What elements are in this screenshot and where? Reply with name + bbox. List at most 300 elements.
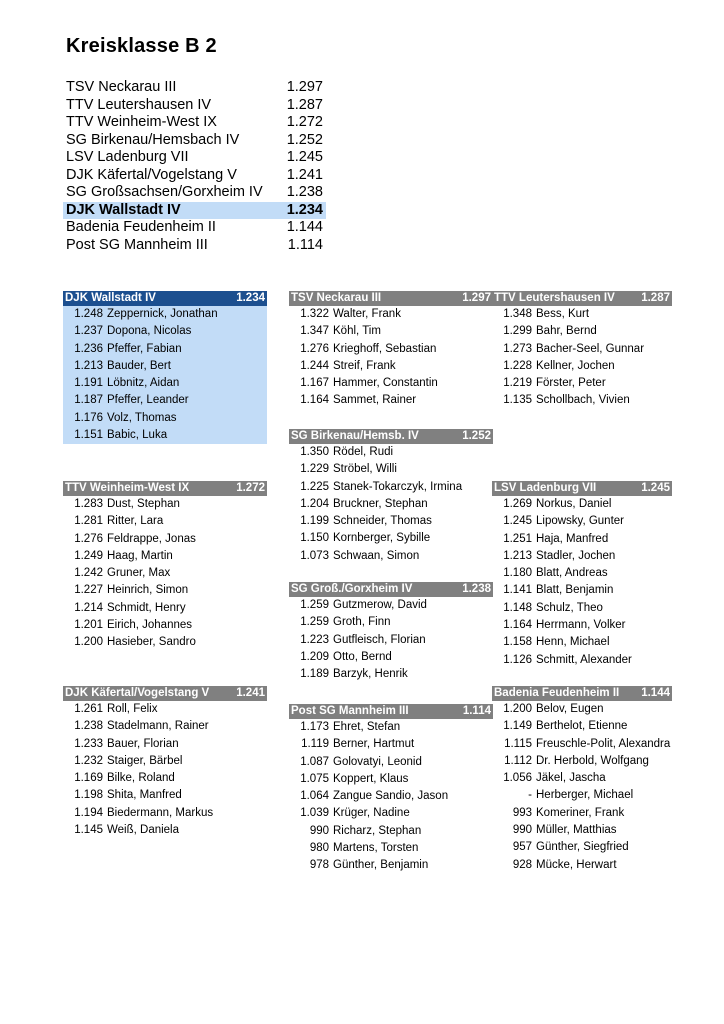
- player-row: [63, 718, 267, 735]
- player-name: Groth, Finn: [333, 616, 391, 629]
- player-rating: 1.149: [503, 720, 532, 733]
- player-name: Bruckner, Stephan: [333, 497, 428, 510]
- team-block: [289, 291, 493, 410]
- player-row: [289, 597, 493, 614]
- player-name: Gutzmerow, David: [333, 599, 427, 611]
- player-list: [289, 306, 493, 410]
- ranking-row: [63, 237, 326, 255]
- player-name: Ritter, Lara: [107, 515, 164, 528]
- player-row: [289, 754, 493, 771]
- player-rating: 1.164: [300, 394, 329, 407]
- player-name: Herberger, Michael: [536, 789, 634, 802]
- ranking-team-name: Post SG Mannheim III: [66, 236, 208, 253]
- player-name: Haag, Martin: [107, 549, 173, 562]
- player-rating: 1.225: [300, 480, 329, 493]
- player-rating: 1.176: [74, 411, 103, 424]
- player-row: [492, 496, 672, 513]
- player-name: Streif, Frank: [333, 359, 396, 372]
- player-name: Herrmann, Volker: [536, 619, 626, 632]
- player-row: [63, 392, 267, 409]
- player-row: [492, 857, 672, 874]
- player-name: Volz, Thomas: [107, 411, 177, 424]
- player-row: [63, 617, 267, 634]
- player-name: Walter, Frank: [333, 308, 401, 320]
- player-name: Dust, Stephan: [107, 498, 180, 510]
- team-block: [63, 291, 267, 444]
- player-rating: 1.145: [74, 824, 103, 837]
- player-name: Berner, Hartmut: [333, 738, 415, 751]
- team-header: [63, 481, 267, 496]
- player-rating: 1.299: [503, 325, 532, 338]
- player-list: [289, 597, 493, 683]
- player-rating: 1.112: [504, 754, 532, 767]
- player-row: [63, 701, 267, 718]
- player-row: [492, 787, 672, 804]
- player-name: Koppert, Klaus: [333, 772, 409, 785]
- player-row: [289, 530, 493, 547]
- ranking-row: [63, 79, 326, 97]
- player-name: Schollbach, Vivien: [536, 394, 630, 407]
- player-row: [289, 392, 493, 409]
- player-row: [492, 375, 672, 392]
- player-name: Otto, Bernd: [333, 650, 392, 663]
- player-rating: 1.180: [503, 567, 532, 580]
- player-name: Babic, Luka: [107, 429, 168, 442]
- ranking-team-name: TSV Neckarau III: [66, 79, 177, 95]
- player-name: Schulz, Theo: [536, 601, 603, 614]
- player-rating: 1.039: [300, 807, 329, 820]
- player-rating: 1.187: [74, 394, 103, 407]
- player-rating: 1.199: [300, 515, 329, 528]
- player-name: Kornberger, Sybille: [333, 532, 431, 545]
- ranking-row-highlighted: [63, 202, 326, 220]
- player-name: Jäkel, Jascha: [536, 772, 606, 785]
- player-row: [63, 582, 267, 599]
- player-name: Mücke, Herwart: [536, 858, 617, 871]
- player-name: Gutfleisch, Florian: [333, 633, 426, 646]
- team-block: [492, 686, 672, 874]
- player-name: Bahr, Bernd: [536, 325, 597, 338]
- ranking-team-name: SG Großsachsen/Gorxheim IV: [66, 184, 263, 200]
- player-list: [492, 496, 672, 669]
- player-rating: 1.249: [74, 549, 103, 562]
- player-row: [289, 479, 493, 496]
- player-name: Günther, Siegfried: [536, 841, 629, 854]
- player-row: [289, 666, 493, 683]
- player-row: [492, 323, 672, 340]
- player-rating: 1.126: [503, 653, 532, 666]
- player-row: [289, 736, 493, 753]
- player-rating: 1.158: [503, 636, 532, 649]
- ranking-row: [63, 114, 326, 132]
- player-rating: 1.214: [74, 601, 103, 614]
- ranking-team-value: 1.287: [286, 96, 323, 113]
- player-row: [63, 634, 267, 651]
- player-row: [289, 649, 493, 666]
- player-name: Bilke, Roland: [107, 772, 175, 785]
- player-row: [289, 513, 493, 530]
- player-rating: 1.056: [503, 772, 532, 785]
- player-rating: 1.244: [300, 359, 329, 372]
- player-row: [492, 822, 672, 839]
- player-name: Förster, Peter: [536, 377, 606, 390]
- player-row: [289, 805, 493, 822]
- player-rating: 1.248: [74, 308, 103, 320]
- team-block: [289, 429, 493, 565]
- player-rating: 1.259: [300, 616, 329, 629]
- player-name: Blatt, Andreas: [536, 567, 608, 580]
- player-name: Biedermann, Markus: [107, 806, 214, 819]
- player-name: Löbnitz, Aidan: [107, 377, 180, 390]
- player-rating: 1.347: [300, 325, 329, 338]
- player-list: [492, 306, 672, 410]
- team-name: SG Groß./Gorxheim IV: [291, 583, 413, 595]
- ranking-row: [63, 149, 326, 167]
- ranking-row: [63, 219, 326, 237]
- player-name: Pfeffer, Fabian: [107, 342, 182, 355]
- player-rating: 1.348: [503, 308, 532, 320]
- player-row: [289, 548, 493, 565]
- player-row: [492, 548, 672, 565]
- player-rating: 1.261: [74, 703, 103, 715]
- team-value: 1.297: [462, 292, 491, 304]
- player-rating: 1.075: [300, 772, 329, 785]
- player-row: [63, 787, 267, 804]
- team-value: 1.114: [462, 705, 491, 717]
- player-row: [289, 771, 493, 788]
- player-row: [492, 565, 672, 582]
- team-value: 1.241: [236, 687, 265, 699]
- player-name: Belov, Eugen: [536, 703, 604, 715]
- player-rating: 1.238: [74, 720, 103, 733]
- ranking-row: [63, 132, 326, 150]
- player-row: [289, 306, 493, 323]
- player-row: [492, 582, 672, 599]
- player-name: Blatt, Benjamin: [536, 584, 614, 597]
- player-list: [63, 496, 267, 652]
- player-rating: 1.237: [74, 325, 103, 338]
- team-header: [63, 686, 267, 701]
- player-row: [63, 736, 267, 753]
- team-header: [492, 481, 672, 496]
- player-row: [492, 531, 672, 548]
- player-rating: 1.213: [503, 549, 532, 562]
- player-rating: 1.276: [300, 342, 329, 355]
- player-name: Bess, Kurt: [536, 308, 590, 320]
- player-rating: 1.242: [74, 567, 103, 580]
- player-rating: 978: [309, 859, 329, 872]
- player-rating: 1.151: [74, 429, 103, 442]
- team-name: LSV Ladenburg VII: [494, 482, 597, 494]
- player-rating: 1.194: [74, 806, 103, 819]
- player-row: [289, 341, 493, 358]
- player-row: [63, 375, 267, 392]
- player-rating: 1.251: [503, 532, 532, 545]
- ranking-team-value: 1.234: [286, 201, 323, 218]
- ranking-team-value: 1.144: [286, 219, 323, 235]
- player-name: Schmidt, Henry: [107, 601, 186, 614]
- player-name: Dopona, Nicolas: [107, 325, 192, 338]
- player-rating: 1.322: [300, 308, 329, 320]
- player-name: Richarz, Stephan: [333, 824, 422, 837]
- player-row: [492, 617, 672, 634]
- player-row: [63, 805, 267, 822]
- player-row: [492, 392, 672, 409]
- player-list: [63, 306, 267, 444]
- player-row: [492, 718, 672, 735]
- player-list: [63, 701, 267, 839]
- player-name: Schmitt, Alexander: [536, 653, 632, 666]
- ranking-team-value: 1.114: [287, 236, 323, 253]
- player-name: Norkus, Daniel: [536, 498, 612, 510]
- player-name: Pfeffer, Leander: [107, 394, 189, 407]
- player-rating: 1.064: [300, 790, 329, 803]
- team-block: [289, 582, 493, 683]
- player-row: [492, 736, 672, 753]
- player-rating: 1.227: [74, 584, 103, 597]
- team-value: 1.234: [236, 292, 265, 304]
- player-rating: 1.167: [300, 377, 329, 390]
- player-row: [289, 614, 493, 631]
- ranking-team-name: DJK Käfertal/Vogelstang V: [66, 166, 237, 183]
- player-name: Shita, Manfred: [107, 789, 182, 802]
- ranking-team-value: 1.238: [286, 184, 323, 200]
- player-row: [492, 839, 672, 856]
- team-name: Badenia Feudenheim II: [494, 687, 620, 699]
- player-name: Stadler, Jochen: [536, 549, 616, 562]
- player-name: Henn, Michael: [536, 636, 610, 649]
- player-row: [63, 770, 267, 787]
- player-row: [63, 565, 267, 582]
- player-rating: 1.200: [74, 636, 103, 649]
- player-rating: 980: [309, 842, 329, 855]
- ranking-team-value: 1.272: [286, 114, 323, 130]
- player-rating: 1.200: [503, 703, 532, 715]
- player-name: Staiger, Bärbel: [107, 754, 183, 767]
- player-name: Komeriner, Frank: [536, 806, 625, 819]
- player-name: Eirich, Johannes: [107, 619, 193, 632]
- ranking-row: [63, 97, 326, 115]
- player-rating: 1.115: [504, 737, 532, 750]
- player-row: [289, 358, 493, 375]
- player-rating: 1.213: [74, 359, 103, 372]
- player-name: Kellner, Jochen: [536, 359, 615, 372]
- player-rating: 1.204: [300, 497, 329, 510]
- player-rating: 1.148: [503, 601, 532, 614]
- player-rating: 1.232: [74, 754, 103, 767]
- player-rating: 957: [512, 841, 532, 854]
- player-rating: 1.073: [300, 549, 329, 562]
- player-row: [492, 358, 672, 375]
- player-name: Köhl, Tim: [333, 325, 381, 338]
- ranking-team-value: 1.245: [286, 149, 323, 165]
- player-row: [63, 496, 267, 513]
- player-name: Feldrappe, Jonas: [107, 532, 196, 545]
- player-row: [492, 600, 672, 617]
- team-header: [289, 291, 493, 306]
- team-value: 1.272: [236, 482, 265, 494]
- player-rating: 1.269: [503, 498, 532, 510]
- player-rating: 1.119: [301, 738, 329, 751]
- player-row: [63, 306, 267, 323]
- team-value: 1.245: [641, 482, 670, 494]
- player-rating: 993: [512, 806, 532, 819]
- team-value: 1.238: [462, 583, 491, 595]
- team-block: [492, 481, 672, 669]
- player-name: Zangue Sandio, Jason: [333, 790, 449, 803]
- player-row: [492, 634, 672, 651]
- team-block: [63, 686, 267, 839]
- player-rating: 1.259: [300, 599, 329, 611]
- player-name: Müller, Matthias: [536, 824, 617, 837]
- player-rating: 1.150: [300, 532, 329, 545]
- page-title: Kreisklasse B 2: [66, 35, 217, 57]
- player-row: [289, 788, 493, 805]
- player-name: Roll, Felix: [107, 703, 158, 715]
- player-name: Bacher-Seel, Gunnar: [536, 342, 645, 355]
- player-row: [63, 410, 267, 427]
- player-rating: 1.141: [503, 584, 532, 597]
- player-rating: 1.236: [74, 342, 103, 355]
- player-row: [492, 701, 672, 718]
- player-name: Martens, Torsten: [333, 842, 419, 855]
- ranking-team-name: LSV Ladenburg VII: [66, 149, 189, 165]
- player-name: Zeppernick, Jonathan: [107, 308, 218, 320]
- ranking-team-name: Badenia Feudenheim II: [66, 219, 216, 235]
- player-row: [63, 753, 267, 770]
- player-rating: 928: [512, 858, 532, 871]
- player-row: [289, 840, 493, 857]
- team-block: [63, 481, 267, 652]
- player-row: [63, 548, 267, 565]
- player-rating: 1.189: [300, 668, 329, 681]
- player-row: [63, 822, 267, 839]
- team-block: [492, 291, 672, 410]
- player-rating: 1.273: [503, 342, 532, 355]
- player-name: Krieghoff, Sebastian: [333, 342, 437, 355]
- player-row: [492, 341, 672, 358]
- player-name: Hasieber, Sandro: [107, 636, 196, 649]
- player-name: Barzyk, Henrik: [333, 668, 408, 681]
- player-name: Krüger, Nadine: [333, 807, 410, 820]
- player-row: [289, 444, 493, 461]
- team-header: [63, 291, 267, 306]
- player-name: Haja, Manfred: [536, 532, 609, 545]
- ranking-team-value: 1.297: [286, 79, 323, 95]
- player-row: [63, 427, 267, 444]
- player-row: [63, 341, 267, 358]
- player-rating: 1.281: [74, 515, 103, 528]
- team-header: [492, 686, 672, 701]
- player-row: [492, 805, 672, 822]
- player-rating: 1.191: [74, 377, 103, 390]
- player-name: Ströbel, Willi: [333, 463, 397, 476]
- ranking-team-name: TTV Weinheim-West IX: [66, 114, 217, 130]
- player-name: Weiß, Daniela: [107, 824, 180, 837]
- ranking-team-name: SG Birkenau/Hemsbach IV: [66, 131, 240, 148]
- team-name: TTV Leutershausen IV: [494, 292, 615, 304]
- player-name: Stanek-Tokarczyk, Irmina: [333, 480, 463, 493]
- player-row: [289, 719, 493, 736]
- player-rating: 1.209: [300, 650, 329, 663]
- ranking-team-name: DJK Wallstadt IV: [66, 201, 181, 218]
- player-name: Günther, Benjamin: [333, 859, 429, 872]
- player-row: [289, 461, 493, 478]
- team-name: TTV Weinheim-West IX: [65, 482, 190, 494]
- player-row: [289, 496, 493, 513]
- player-name: Bauder, Bert: [107, 359, 171, 372]
- team-header: [492, 291, 672, 306]
- player-rating: 990: [512, 824, 532, 837]
- player-name: Golovatyi, Leonid: [333, 755, 422, 768]
- player-name: Heinrich, Simon: [107, 584, 189, 597]
- player-rating: 1.169: [74, 772, 103, 785]
- player-row: [63, 531, 267, 548]
- team-block: [289, 704, 493, 875]
- player-name: Hammer, Constantin: [333, 377, 438, 390]
- player-rating: 1.135: [503, 394, 532, 407]
- player-rating: 1.228: [503, 359, 532, 372]
- player-rating: 1.219: [503, 377, 532, 390]
- player-name: Lipowsky, Gunter: [536, 515, 624, 528]
- player-name: Ehret, Stefan: [333, 721, 401, 733]
- team-name: TSV Neckarau III: [291, 292, 382, 304]
- player-list: [492, 701, 672, 874]
- player-rating: 1.350: [300, 446, 329, 458]
- player-rating: 1.198: [74, 789, 103, 802]
- ranking-row: [63, 184, 326, 202]
- team-name: Post SG Mannheim III: [291, 705, 409, 717]
- player-row: [63, 358, 267, 375]
- ranking-team-value: 1.252: [286, 131, 323, 148]
- player-row: [492, 770, 672, 787]
- ranking-table: [63, 79, 326, 254]
- player-rating: 1.233: [74, 737, 103, 750]
- player-name: Rödel, Rudi: [333, 446, 394, 458]
- team-value: 1.287: [641, 292, 670, 304]
- player-rating: -: [528, 789, 532, 802]
- player-row: [289, 632, 493, 649]
- player-rating: 990: [309, 824, 329, 837]
- player-name: Sammet, Rainer: [333, 394, 417, 407]
- player-row: [492, 306, 672, 323]
- player-row: [289, 857, 493, 874]
- player-rating: 1.173: [300, 721, 329, 733]
- player-row: [492, 753, 672, 770]
- player-row: [63, 600, 267, 617]
- player-row: [289, 323, 493, 340]
- team-name: DJK Wallstadt IV: [65, 292, 156, 304]
- team-header: [289, 582, 493, 597]
- team-header: [289, 429, 493, 444]
- player-list: [289, 444, 493, 565]
- player-name: Schwaan, Simon: [333, 549, 420, 562]
- player-rating: 1.229: [300, 463, 329, 476]
- team-name: DJK Käfertal/Vogelstang V: [65, 687, 210, 699]
- player-row: [492, 513, 672, 530]
- ranking-team-name: TTV Leutershausen IV: [66, 96, 212, 113]
- player-rating: 1.164: [503, 619, 532, 632]
- team-name: SG Birkenau/Hemsb. IV: [291, 430, 419, 442]
- player-name: Gruner, Max: [107, 567, 171, 580]
- player-rating: 1.276: [74, 532, 103, 545]
- player-name: Freuschle-Polit, Alexandra: [536, 737, 671, 750]
- player-name: Berthelot, Etienne: [536, 720, 628, 733]
- team-value: 1.144: [641, 687, 670, 699]
- player-name: Bauer, Florian: [107, 737, 179, 750]
- player-row: [289, 823, 493, 840]
- player-rating: 1.245: [503, 515, 532, 528]
